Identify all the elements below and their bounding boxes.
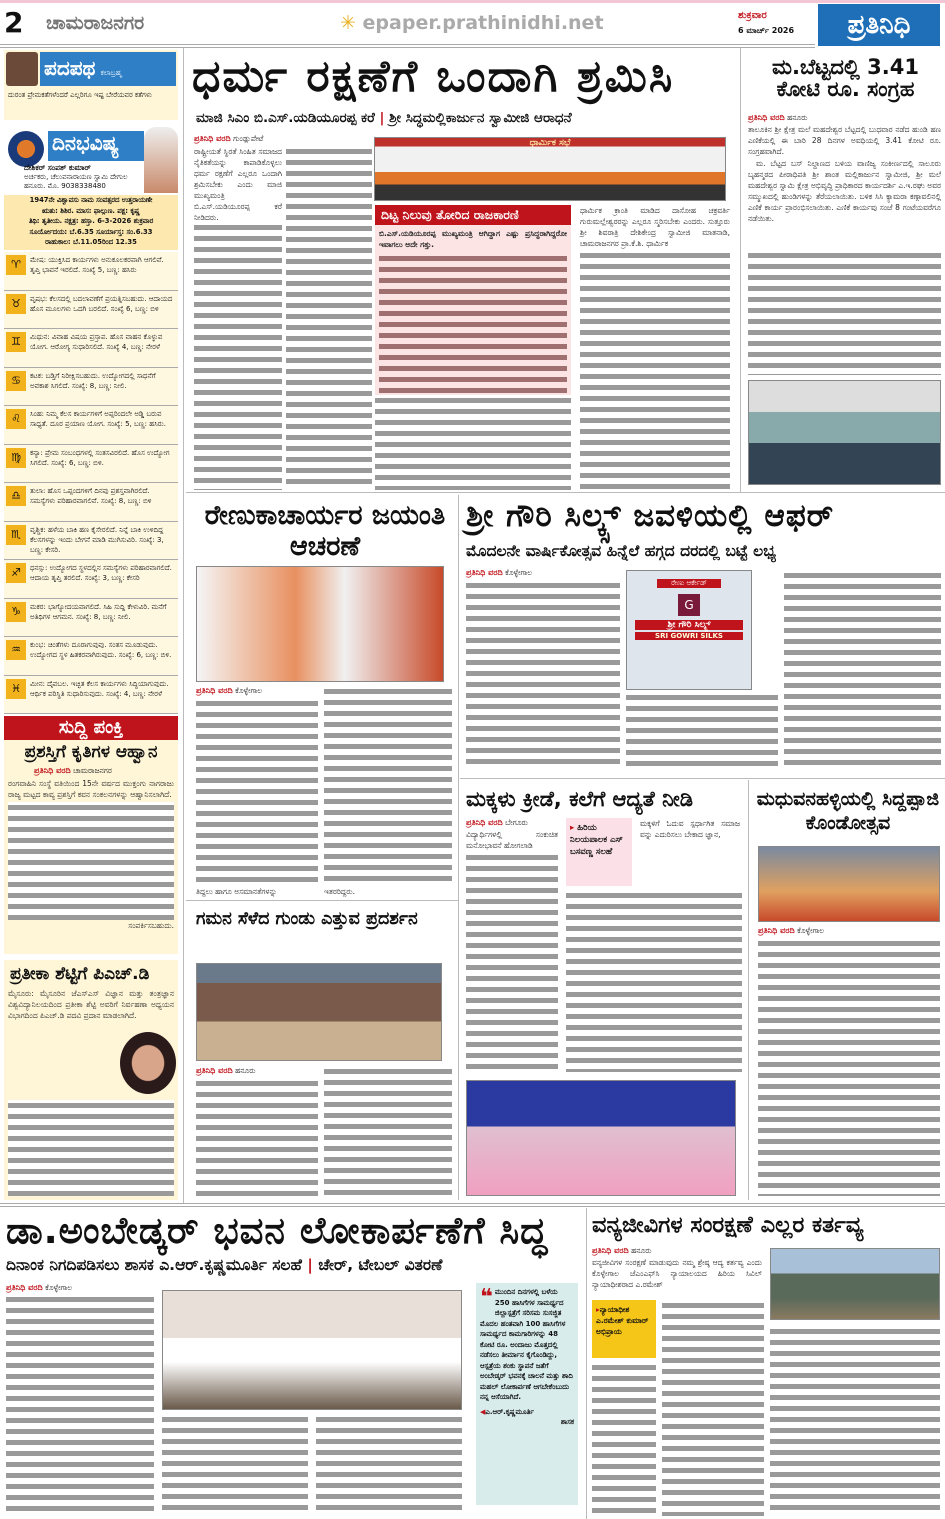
bullet-icon: ▸ — [570, 823, 575, 833]
horoscope-sign — [4, 445, 178, 484]
ambedkar-headline: ಡಾ.ಅಂಬೇಡ್ಕರ್ ಭವನ ಲೋಕಾರ್ಪಣೆಗೆ ಸಿದ್ಧ — [6, 1209, 549, 1252]
panchanga — [4, 195, 178, 250]
horoscope-text: ಕುಂಭ: ಚಿಂತೆಗಳು ದೂರಾಗುವುವು. ಸಂತಸ ಮೂಡುವುದು. ಉದ್ಯೋಗದ ಸ್ಥಳ ಹಿತಕರವಾಗಿರುವುದು. ಸಂಖ್ಯೆ: 6, ಬಣ್ಣ: ಬಿಳಿ. — [30, 641, 172, 659]
makkalu-col2: ಮಕ್ಕಳಿಗೆ ಓದುವ ಸ್ಪರ್ಧಾಗಿತ ಸಮಾಜ ವನ್ನು ಎದುರಿಸಲು ಬೇಕಾದ ಜ್ಞಾನ, — [640, 819, 740, 839]
sidebox-title: ದಿಟ್ಟ ನಿಲುವು ತೋರಿದ ರಾಜಕಾರಣಿ — [375, 205, 571, 225]
byline: ಪ್ರತಿನಿಧಿ ವರದಿ — [6, 1283, 43, 1292]
quote-author: ಎ.ಆರ್.ಕೃಷ್ಣಮೂರ್ತಿ — [485, 1407, 534, 1416]
site-url[interactable] — [340, 12, 604, 34]
gowri-body-col3 — [784, 570, 941, 770]
byline: ಪ್ರತಿನಿಧಿ ವರದಿ — [196, 1066, 233, 1075]
quote-role: ಶಾಸಕ — [560, 1418, 574, 1426]
gamana-headline: ಗಮನ ಸೆಳೆದ ಗುಂಡು ಎತ್ತುವ ಪ್ರದರ್ಶನ — [196, 909, 418, 929]
main-body-col3-lower — [375, 395, 571, 490]
dateline: ಚಾಮರಾಜನಗರ — [73, 765, 112, 775]
main-subhead-1: ಮಾಜಿ ಸಿಎಂ ಬಿ.ಎಸ್.ಯಡಿಯೂರಪ್ಪ ಕರೆ — [196, 110, 375, 126]
vanya-box — [592, 1300, 656, 1358]
panchanga-line: 1947ನೇ ವಿಶ್ವಾವಸು ನಾಮ ಸಂವತ್ಸರದ ಉತ್ತರಾಯಣೇ — [29, 196, 153, 204]
padapatha-title: ಪದಪಥ — [44, 56, 96, 80]
main-photo — [374, 137, 726, 201]
header-rule — [0, 44, 815, 48]
suddi-panki-box — [4, 716, 178, 954]
site-url-text: epaper.prathinidhi.net — [362, 12, 604, 34]
columnist-photo — [6, 52, 38, 86]
horoscope-sign — [4, 637, 178, 676]
pisces-icon: ♓ — [6, 679, 26, 699]
sagittarius-icon: ♐ — [6, 563, 26, 583]
ambedkar-photo — [162, 1290, 462, 1410]
prateeka-lead: ಮೈಸೂರು: ಮೈಸೂರಿನ ಜೆಎಸ್‌ಎಸ್ ವಿಜ್ಞಾನ ಮತ್ತು ತಂತ್ರಜ್ಞಾನ ವಿಶ್ವವಿದ್ಯಾನಿಲಯದಿಂದ ಪ್ರತೀಕಾ ಶೆಟ್ಟಿ ಅವರಿಗೆ ನಿರ್ವಹಣಾ ಅಧ್ಯಯನ ವಿಭಾಗದಿಂದ ಪಿಎಚ್.ಡಿ ಪದವಿ ಪ್ರದಾನ ಮಾಡಲಾಗಿದೆ. — [8, 988, 174, 1020]
renuka-photo — [196, 566, 444, 682]
vanya-body-col1 — [662, 1300, 764, 1516]
horoscope-sign — [4, 252, 178, 291]
suddi-lead: ರಂಗವಾಹಿನಿ ಸಂಸ್ಥೆ ವತಿಯಿಂದ 15ನೇ ವರ್ಷದ ಮುಕ್ತಂಗು ನಾಗರಾಜು ರಾಜ್ಯ ಮಟ್ಟದ ಕಾವ್ಯ ಪ್ರಶಸ್ತಿಗೆ ಕವನ ಸಂಕಲನಗಳನ್ನು ಆಹ್ವಾನಿಸಲಾಗಿದೆ. — [8, 778, 174, 799]
ambedkar-body-col1 — [6, 1294, 154, 1516]
dateline: ಹನೂರು — [787, 113, 808, 122]
prateeka-photo — [120, 1032, 176, 1094]
arrow-icon: ◀ — [480, 1407, 486, 1416]
makkalu-lead: ವಿದ್ಯಾರ್ಥಿಗಳಲ್ಲಿ ಸಂಕುಚಿತ ಮನೋಭಾವನೆ ಹೋಗಲಾಡಿ — [466, 830, 558, 850]
section-name: ಚಾಮರಾಜನಗರ — [46, 12, 145, 34]
day: ಶುಕ್ರವಾರ — [738, 10, 767, 21]
horoscope-sign — [4, 483, 178, 522]
right-body — [748, 250, 941, 375]
byline: ಪ್ರತಿನಿಧಿ ವರದಿ — [194, 134, 231, 143]
horoscope-sign — [4, 406, 178, 445]
makkalu-headline: ಮಕ್ಕಳು ಕ್ರೀಡೆ, ಕಲೆಗೆ ಆದ್ಯತೆ ನೀಡಿ — [466, 787, 694, 811]
renuka-end-1: ತಿದ್ದಲು ಹಾಗೂ ಅಸಮಾನತೆಗಳನ್ನು — [196, 887, 278, 896]
main-subhead-2: ಶ್ರೀ ಸಿದ್ಧಮಲ್ಲಿಕಾರ್ಜುನ ಸ್ವಾಮೀಜಿ ಆರಾಧನೆ — [389, 110, 572, 126]
gowri-body-col1 — [466, 580, 620, 770]
masthead-logo: ಪ್ರತಿನಿಧಿ — [818, 4, 940, 46]
byline: ಪ್ರತಿನಿಧಿ ವರದಿ — [466, 568, 503, 577]
gowri-caption-body — [626, 692, 778, 770]
quote-box — [476, 1283, 578, 1505]
prateeka-body — [8, 1100, 174, 1196]
prateeka-headline: ಪ್ರತೀಕಾ ಶೆಟ್ಟಿಗೆ ಪಿಎಚ್.ಡಿ — [10, 964, 150, 984]
dateline: ಹನೂರು — [235, 1066, 256, 1075]
ambedkar-body-col3 — [316, 1414, 462, 1516]
byline: ಪ್ರತಿನಿಧಿ ವರದಿ — [466, 818, 503, 827]
main-body-col4 — [580, 250, 730, 490]
horoscope-text: ಮಿಥುನ: ವಿವಾಹ ವಿಷಯ ಪ್ರಸ್ತಾಪ. ಹೊಸ ವಾಹನ ಕೊಳ್ಳುವ ಯೋಗ. ಆರೋಗ್ಯ ಸುಧಾರಿಸಲಿದೆ. ಸಂಖ್ಯೆ 4, ಬಣ್ಣ: ನೇರಳೆ — [30, 333, 163, 351]
column-rule — [748, 780, 749, 1200]
shop-logo-icon: G — [678, 594, 700, 616]
main-lead: ರಾಷ್ಟ್ರೀಯತೆ ಸ್ಥಿರತೆ ಸಿಂಹಿತ ಸಮಾಜದ ನೈತಿಕತೆಯನ್ನು ಕಾಪಾಡಿಕೊಳ್ಳಲು ಧರ್ಮ ರಕ್ಷಣೆಗೆ ಎಲ್ಲರೂ ಒಂದಾಗಿ ಶ್ರಮಿಸಬೇಕು ಎಂದು ಮಾಜಿ ಮುಖ್ಯಮಂತ್ರಿ ಬಿ.ಎಸ್.ಯಡಿಯೂರಪ್ಪ ಕರೆ ನೀಡಿದರು. — [194, 147, 282, 222]
horoscope-list — [4, 252, 178, 714]
gowri-subhead: ಮೊದಲನೇ ವಾರ್ಷಿಕೋತ್ಸವ ಹಿನ್ನೆಲೆ ಹಗ್ಗದ ದರದಲ್ಲಿ ಬಟ್ಟೆ ಲಭ್ಯ — [466, 542, 776, 560]
suddi-end: ಸಂಪರ್ಕಿಸಬಹುದು. — [128, 920, 174, 930]
dateline: ಕೊಳ್ಳೇಗಾಲ — [45, 1283, 73, 1292]
vanya-body-col2 — [770, 1326, 940, 1516]
horoscope-text: ವೃಶ್ಚಿಕ: ಹಳೆಯ ಬಾಕಿ ಹಣ ಕೈಸೇರಲಿದೆ. ನಿನ್ನೆ ಬಾಕಿ ಉಳಿದಿದ್ದ ಕೆಲಸಗಳನ್ನು ಇಂದು ಬೇಗನೆ ಮಾಡಿ ಮುಗಿಸುವಿರಿ. ಸಂಖ್ಯೆ: 3, ಬಣ್ಣ: ಕೇಸರಿ. — [30, 525, 164, 554]
astrologer-desc: ಅರ್ಚಕರು, ಚೆಲುವನಾರಾಯಣ ಸ್ವಾಮಿ ದೇಗುಲ ಹನೂರು. ಮೊ. 9038338480 — [24, 173, 128, 190]
horoscope-text: ಮಕರ: ಭಾಗ್ಯೋದಯವಾಗಲಿದೆ. ಸಿಹಿ ಸುದ್ದಿ ಕೇಳುವಿರಿ. ಮನೆಗೆ ಅತಿಥಿಗಳ ಆಗಮನ. ಸಂಖ್ಯೆ: 8, ಬಣ್ಣ: ನೀಲಿ. — [30, 602, 167, 621]
horoscope-sign — [4, 329, 178, 368]
panchanga-line: ಸೂರ್ಯೋದಯ: ಬೆ.6.35 ಸೂರ್ಯಾಸ್ತ: ಸಂ.6.33 — [29, 227, 153, 236]
scorpio-icon: ♏ — [6, 525, 26, 545]
main-col3: ಧಾರ್ಮಿಕ ಕ್ರಾಂತಿ ಮಾಡಿದ ದಾಸೋಹ ಚಕ್ರವರ್ತಿ ಗುರುಮಲ್ಲೇಶ್ವರರನ್ನು ಎಲ್ಲರೂ ಸ್ಮರಿಸಬೇಕು ಎಂದರು. ಸುತ್ತೂರು ಶ್ರೀ ಶಿವರಾತ್ರಿ ದೇಶಿಕೇಂದ್ರ ಸ್ವಾಮೀಜಿ ಮಾತನಾಡಿ, ಚಾಮರಾಜನಗರ ಪ್ರಾ.ಕೆ.ಶಿ. ಧಾರ್ಮಿಕ — [580, 206, 730, 248]
row-rule — [460, 778, 945, 779]
vanya-lead: ವನ್ಯಜೀವಿಗಳ ಸಂರಕ್ಷಣೆ ಮಾಡುವುದು ನಮ್ಮ ಶ್ರೇಷ್ಠ ಆದ್ಯ ಕರ್ತವ್ಯ ಎಂದು ಕೊಳ್ಳೇಗಾಲ ಜೆಎಂಎಫ್‌ಸಿ ನ್ಯಾಯಾಲಯದ ಹಿರಿಯ ಸಿವಿಲ್ ನ್ಯಾಯಾಧೀಶರಾದ ಎ.ರಮೇಶ್ — [592, 1258, 762, 1289]
zodiac-wheel-icon — [8, 131, 44, 167]
horoscope-text: ಕಟಕ: ಬಡ್ತಿಗೆ ನಿರೀಕ್ಷಿಸಬಹುದು. ಉದ್ಯೋಗದಲ್ಲಿ ಸಾಧನೆಗೆ ಅವಕಾಶ ಸಿಗಲಿದೆ. ಸಂಖ್ಯೆ: 8, ಬಣ್ಣ: ನೀಲಿ. — [30, 371, 156, 390]
suddi-banner: ಸುದ್ದಿ ಪಂಕ್ತಿ — [4, 716, 178, 740]
shop-top-sign: ರೇಣು ಆರ್ಕೇಡ್ — [657, 579, 721, 588]
horoscope-text: ಕನ್ಯಾ: ಪ್ರೇಮ ಸಂಬಂಧಗಳಲ್ಲಿ ಸಂತಸವಿರಲಿದೆ. ಹೊಸ ಉದ್ಯೋಗ ಸಿಗಲಿದೆ. ಸಂಖ್ಯೆ: 6, ಬಣ್ಣ: ಬಿಳಿ. — [30, 448, 170, 467]
renuka-headline: ರೇಣುಕಾಚಾರ್ಯರ ಜಯಂತಿ ಆಚರಣೆ — [204, 500, 446, 563]
sun-icon: ✳ — [340, 12, 356, 34]
dinabhavishya-box — [4, 125, 178, 250]
row-rule — [0, 1203, 945, 1207]
quote-text: ಮುಂದಿನ ದಿನಗಳಲ್ಲಿ ಬಳೆಯ 250 ಹಾಸಿಗೆಗಳ ಸಾಮರ್ಥ್ಯದ ಜಿಲ್ಲಾಸ್ಪತ್ರೆಗೆ ಸರಿಸಮ ಸುಸಜ್ಜಿತ ಮೊದಲ ಹಂತವಾಗಿ 100 ಹಾಸಿಗೆಗಳ ಸಾಮರ್ಥ್ಯದ ಕಾಮಗಾರಿಗಳನ್ನು 48 ಕೋಟಿ ರೂ. ಅಂದಾಜು ಮೊತ್ತದಲ್ಲಿ ನಡೆಸಲು ತೀರ್ಮಾನ ಕೈಗೊಂಡಿದ್ದು, ಆಸ್ಪತ್ರೆಯ ಶಂಕು ಸ್ಥಾಪನೆ ಜತೆಗೆ ಅಂಬೇಡ್ಕರ್ ಭವನಕ್ಕೆ ಚಾಲನೆ ಮತ್ತು ಶಾದಿ ಮಹಲ್ ಲೋಕಾರ್ಪಣೆ ಆಗಬೇಕೆಂಬುದು ನನ್ನ ಆಸೆಯಾಗಿದೆ. — [480, 1288, 573, 1401]
renuka-body-col1 — [196, 698, 318, 884]
aquarius-icon: ♒ — [6, 640, 26, 660]
arrow-icon: ▸ — [596, 1305, 600, 1314]
madhuvana-body — [758, 938, 940, 1196]
makkalu-box — [566, 818, 632, 886]
column-rule — [740, 48, 741, 493]
byline: ಪ್ರತಿನಿಧಿ ವರದಿ — [748, 113, 785, 122]
prateeka-box — [4, 960, 178, 1200]
vanya-body-col1b — [592, 1362, 656, 1516]
astrologer-photo — [144, 127, 178, 193]
ambedkar-subhead: ದಿನಾಂಕ ನಿಗದಿಪಡಿಸಲು ಶಾಸಕ ಎ.ಆರ್.ಕೃಷ್ಣಮೂರ್ತಿ ಸಲಹೆ | ಚೇರ್, ಟೇಬಲ್ ವಿತರಣೆ — [6, 1256, 443, 1274]
ambedkar-subhead-2: ಚೇರ್, ಟೇಬಲ್ ವಿತರಣೆ — [318, 1256, 443, 1274]
horoscope-text: ಮೀನ: ದೈವಬಲ. ಇಚ್ಛಿತ ಕೆಲಸ ಕಾರ್ಯಗಳು ಸಿದ್ಧಿಯಾಗುವುದು. ಆರ್ಥಿಕ ಪರಿಸ್ಥಿತಿ ಸುಧಾರಿಸುವುದು. ಸಂಖ್ಯೆ: 4, ಬಣ್ಣ: ನೇರಳೆ — [30, 679, 169, 698]
makkalu-photo — [466, 1080, 736, 1196]
shop-sign-en: SRI GOWRI SILKS — [635, 632, 743, 640]
makkalu-body-col2 — [566, 890, 742, 1072]
byline: ಪ್ರತಿನಿಧಿ ವರದಿ — [196, 686, 233, 695]
dateline: ಕೊಳ್ಳೇಗಾಲ — [505, 568, 533, 577]
horoscope-sign — [4, 676, 178, 715]
leo-icon: ♌ — [6, 409, 26, 429]
right-headline: ಮ.ಬೆಟ್ಟದಲ್ಲಿ 3.41 ಕೋಟಿ ರೂ. ಸಂಗ್ರಹ — [772, 55, 919, 102]
aries-icon: ♈ — [6, 255, 26, 275]
shop-sign: ಶ್ರೀ ಗೌರಿ ಸಿಲ್ಕ್ಸ್ — [635, 620, 743, 630]
sidebox-body — [379, 253, 567, 393]
main-subhead: ಮಾಜಿ ಸಿಎಂ ಬಿ.ಎಸ್.ಯಡಿಯೂರಪ್ಪ ಕರೆ | ಶ್ರೀ ಸಿದ್ಧಮಲ್ಲಿಕಾರ್ಜುನ ಸ್ವಾಮೀಜಿ ಆರಾಧನೆ — [196, 110, 572, 126]
quote-icon: ❝ — [480, 1285, 493, 1310]
madhuvana-photo — [758, 846, 940, 922]
vanya-headline: ವನ್ಯಜೀವಿಗಳ ಸಂರಕ್ಷಣೆ ಎಲ್ಲರ ಕರ್ತವ್ಯ — [592, 1212, 864, 1238]
gemini-icon: ♊ — [6, 332, 26, 352]
panchanga-line: ಋತು: ಶಿಶಿರ. ಮಾಸ: ಫಾಲ್ಗುಣ. ಪಕ್ಷ: ಕೃಷ್ಣ — [42, 206, 140, 215]
row-rule — [186, 900, 458, 901]
gowri-shop-photo — [626, 570, 752, 690]
horoscope-sign — [4, 522, 178, 561]
vanya-box-text: ನ್ಯಾಯಾಧೀಶ ಎ.ರಮೇಶ್ ಕುಮಾರ್ ಅಭಿಪ್ರಾಯ — [596, 1305, 649, 1336]
dateline: ಹನೂರು — [631, 1246, 652, 1255]
byline: ಪ್ರತಿನಿಧಿ ವರದಿ — [34, 765, 71, 775]
padapatha-box — [4, 50, 178, 120]
makkalu-box-text: ಹಿರಿಯ ನಿಲಯಪಾಲಕ ಎಸ್ ಬಸವಣ್ಣ ಸಲಹೆ — [570, 823, 623, 857]
renuka-end-2: ಇತರರಿದ್ದರು. — [324, 887, 356, 896]
main-body-col1 — [194, 222, 282, 490]
sidebox-lead: ಬಿ.ಎಸ್.ಯಡಿಯೂರಪ್ಪ ಮುಖ್ಯಮಂತ್ರಿ ಆಗಿದ್ದಾಗ ಎಷ್ಟು ಪ್ರಸಿದ್ಧರಾಗಿದ್ದರೋ ಇವಾಗಲು ಅದೇ ಗತ್ತು. — [379, 229, 567, 249]
column-rule — [458, 495, 459, 1200]
cancer-icon: ♋ — [6, 371, 26, 391]
horoscope-text: ಸಿಂಹ: ನಿಮ್ಮ ಕೆಲಸ ಕಾರ್ಯಗಳಿಗೆ ಅಪ್ಪರಿಂದಲೇ ಅಡ್ಡಿ ಬರುವ ಸಾಧ್ಯತೆ. ದೂರ ಪ್ರಯಾಣ ಯೋಗ. ಸಂಖ್ಯೆ: 5, ಬಣ್ಣ: ಹಸಿರು. — [30, 410, 166, 428]
ambedkar-subhead-1: ದಿನಾಂಕ ನಿಗದಿಪಡಿಸಲು ಶಾಸಕ ಎ.ಆರ್.ಕೃಷ್ಣಮೂರ್ತಿ ಸಲಹೆ — [6, 1256, 302, 1274]
suddi-body — [8, 802, 174, 920]
date: 6 ಮಾರ್ಚ್ 2026 — [738, 26, 795, 35]
vanya-photo — [770, 1248, 940, 1320]
horoscope-text: ತುಲಾ: ಹೊಸ ಒಪ್ಪಂದಗಳಿಗೆ ದಿನವು ಪ್ರಶಸ್ತವಾಗಿರಲಿದೆ. ಸಮಸ್ಯೆಗಳು ಪರಿಹಾರವಾಗಲಿವೆ. ಸಂಖ್ಯೆ: 8, ಬಣ್ಣ: ಬಿಳಿ — [30, 487, 152, 505]
main-body-col2 — [286, 146, 372, 490]
astrologer-name: ದೇಶಿಕರ್ ಸಂಪತ್ ಕುಮಾರ್ — [24, 163, 91, 172]
dateline: ಕೊಳ್ಳೇಗಾಲ — [797, 926, 825, 935]
dateline: ಗುಂಡ್ಲುಪೇಟೆ — [233, 134, 264, 143]
stage-banner: ಧಾರ್ಮಿಕ ಸಭೆ — [529, 138, 571, 148]
padapatha-text: ದುರಂತ ಪ್ರೇಮಕತೆಗಳೆಂದರೆ ಎಲ್ಲರಿಗೂ ಇಷ್ಟ ಬೇರೆಯವರ ಕತೆಗಳು — [8, 91, 152, 99]
right-photo — [748, 380, 941, 485]
suddi-headline: ಪ್ರಶಸ್ತಿಗೆ ಕೃತಿಗಳ ಆಹ್ವಾನ — [24, 742, 158, 762]
renuka-body-col2 — [324, 686, 452, 884]
capricorn-icon: ♑ — [6, 602, 26, 622]
right-p2: ಮ. ಬೆಟ್ಟದ ಬಸ್ ನಿಲ್ದಾಣದ ಬಳಿಯ ವಾಣಿಜ್ಯ ಸಂಕೀರ್ಣದಲ್ಲಿ ಸಾಲೂರು ಬೃಹನ್ಮಠದ ಪೀಠಾಧಿಪತಿ ಶ್ರೀ ಶಾಂತ ಮಲ್ಲಿಕಾರ್ಜುನ ಸ್ವಾಮೀಜಿ, ಶ್ರೀ ಮಲೆ ಮಹದೇಶ್ವರ ಸ್ವಾಮಿ ಕ್ಷೇತ್ರ ಅಭಿವೃದ್ಧಿ ಪ್ರಾಧಿಕಾರದ ಕಾರ್ಯದರ್ಶಿ ಎ.ಇ.ರಘು ಅವರ ಸಮ್ಮುಖದಲ್ಲಿ ಹುಂಡಿಗಳನ್ನು ತೆರೆಯಲಾಯಿತು. ಬಳಿಕ ಸಿಸಿ ಕ್ಯಾಮರಾ ಕಣ್ಗಾವಲಿನಲ್ಲಿ ಎಣಿಕೆ ಕಾರ್ಯ ಪ್ರಾರಂಭಿಸಲಾಯಿತು. ಎಣಿಕೆ ಕಾರ್ಯವು ಸಂಜೆ 8 ಗಂಟೆಯವರೆಗೂ ನಡೆಯಿತು. — [748, 159, 941, 223]
top-rule — [0, 0, 945, 3]
horoscope-sign — [4, 291, 178, 330]
column-rule — [586, 1208, 587, 1519]
horoscope-text: ಧನಸ್ಸು: ಉದ್ಯೋಗದ ಸ್ಥಳದಲ್ಲಿನ ಸಮಸ್ಯೆಗಳು ಪರಿಹಾರವಾಗಲಿದೆ. ಆದಾಯ ತೃಪ್ತಿ ತರಲಿದೆ. ಸಂಖ್ಯೆ: 3, ಬಣ್ಣ: ಕೇಸರಿ — [30, 564, 172, 582]
byline: ಪ್ರತಿನಿಧಿ ವರದಿ — [758, 926, 795, 935]
dateline: ಬೇಗೂರು — [505, 818, 528, 827]
gamana-body-col1 — [196, 1078, 318, 1196]
horoscope-text: ಮೇಷ: ಯುಕ್ತಿಸಿದ ಕಾರ್ಯಗಳು ಅನುಕೂಲಕರವಾಗಿ ಆಗಲಿವೆ. ತೃಪ್ತಿ ಭಾವನೆ ಇರಲಿದೆ. ಸಂಖ್ಯೆ 5, ಬಣ್ಣ: ಹಸಿರು — [30, 256, 164, 274]
main-headline: ಧರ್ಮ ರಕ್ಷಣೆಗೆ ಒಂದಾಗಿ ಶ್ರಮಿಸಿ — [192, 51, 675, 102]
horoscope-text: ವೃಷಭ: ಕೆಲಸದಲ್ಲಿ ಬದಲಾವಣೆಗೆ ಪ್ರಯತ್ನಿಸಬಹುದು. ಆದಾಯದ ಹೊಸ ಮೂಲಗಳು ಒದಗಿ ಬರಲಿದೆ. ಸಂಖ್ಯೆ 6, ಬಣ್ಣ: ಬಿಳಿ — [30, 294, 173, 313]
dinabhavishya-title: ದಿನಭವಿಷ್ಯ — [48, 131, 144, 161]
gamana-photo — [196, 963, 442, 1061]
gowri-headline: ಶ್ರೀ ಗೌರಿ ಸಿಲ್ಕ್ಸ್ ಜವಳಿಯಲ್ಲಿ ಆಫರ್ — [466, 498, 835, 534]
row-rule — [186, 492, 945, 493]
gamana-body-col2 — [324, 1066, 452, 1196]
makkalu-body-col1 — [466, 852, 558, 1072]
virgo-icon: ♍ — [6, 448, 26, 468]
horoscope-sign — [4, 560, 178, 599]
taurus-icon: ♉ — [6, 294, 26, 314]
horoscope-sign — [4, 599, 178, 638]
dateline: ಕೊಳ್ಳೇಗಾಲ — [235, 686, 263, 695]
libra-icon: ♎ — [6, 486, 26, 506]
ambedkar-body-col2 — [162, 1414, 308, 1516]
byline: ಪ್ರತಿನಿಧಿ ವರದಿ — [592, 1246, 629, 1255]
panchanga-line: ತಿಥಿ: ತೃತೀಯ. ನಕ್ಷತ್ರ: ಹಸ್ತಾ. 6-3-2026 ಶುಕ್ರವಾರ — [28, 217, 154, 225]
madhuvana-headline: ಮಧುವನಹಳ್ಳಿಯಲ್ಲಿ ಸಿದ್ದಪ್ಪಾಜಿ ಕೊಂಡೋತ್ಸವ — [756, 788, 940, 834]
padapatha-author: ಕಲಾಬ್ರಹ್ಮ — [100, 69, 122, 77]
panchanga-line: ರಾಹುಕಾಲ: ಬೆ.11.05ರಿಂದ 12.35 — [45, 238, 137, 246]
horoscope-sign — [4, 368, 178, 407]
page-number: 2 — [4, 6, 24, 39]
right-lead: ತಾಲೂಕಿನ ಶ್ರೀ ಕ್ಷೇತ್ರ ಮಲೆ ಮಹದೇಶ್ವರ ಬೆಟ್ಟದಲ್ಲಿ ಬುಧವಾರ ನಡೆದ ಹುಂಡಿ ಹಣ ಎಣಿಕೆಯಲ್ಲಿ ಈ ಬಾರಿ 28 ದಿನಗಳ ಅವಧಿಯಲ್ಲಿ 3.41 ಕೋಟಿ ರೂ. ಸಂಗ್ರಹವಾಗಿದೆ. — [748, 125, 941, 156]
column-rule — [183, 48, 184, 1203]
